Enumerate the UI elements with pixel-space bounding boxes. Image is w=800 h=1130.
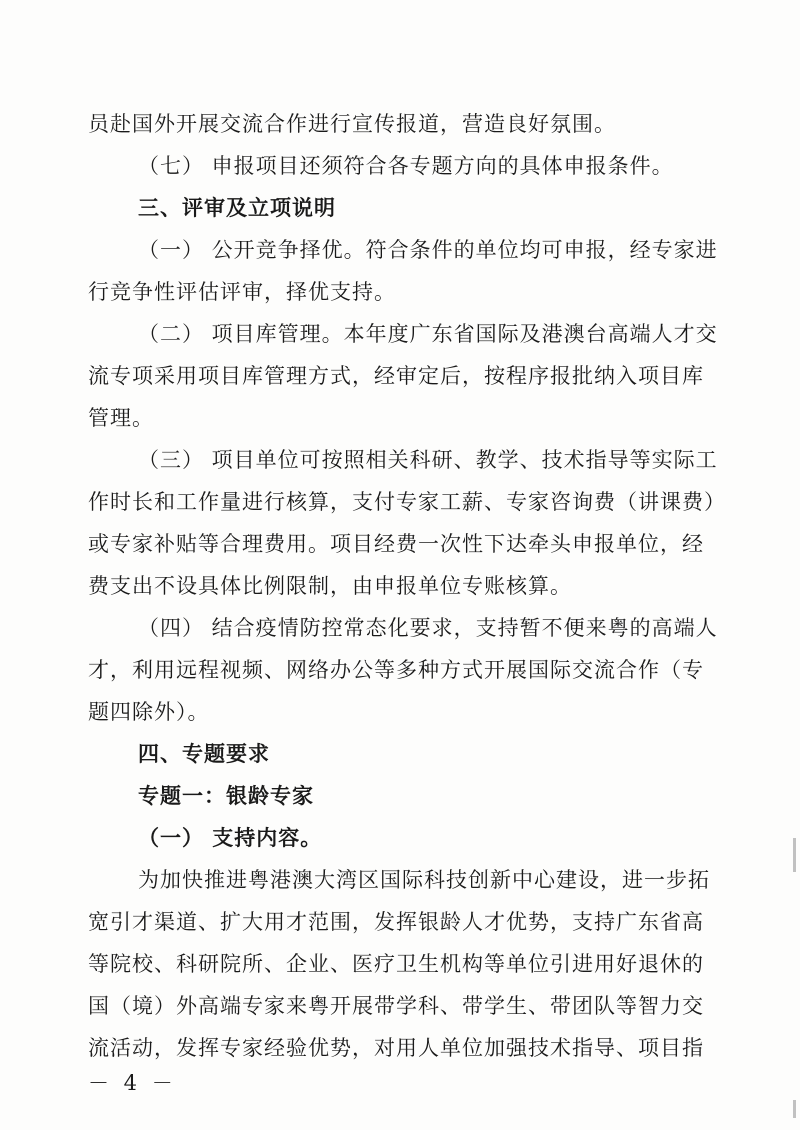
paragraph-line: 才，利用远程视频、网络办公等多种方式开展国际交流合作（专 bbox=[88, 658, 704, 682]
paragraph-line: 行竞争性评估评审，择优支持。 bbox=[88, 280, 396, 304]
paragraph-line: 流专项采用项目库管理方式，经审定后，按程序报批纳入项目库 bbox=[88, 364, 704, 388]
paragraph-line: （二） 项目库管理。本年度广东省国际及港澳台高端人才交 bbox=[138, 322, 718, 346]
paragraph-line: 或专家补贴等合理费用。项目经费一次性下达牵头申报单位，经 bbox=[88, 532, 704, 556]
scan-edge-mark bbox=[793, 838, 796, 872]
paragraph-line: 为加快推进粤港澳大湾区国际科技创新中心建设，进一步拓 bbox=[138, 868, 710, 892]
paragraph-line: （四） 结合疫情防控常态化要求，支持暂不便来粤的高端人 bbox=[138, 616, 718, 640]
paragraph-line: （七） 申报项目还须符合各专题方向的具体申报条件。 bbox=[138, 154, 674, 178]
paragraph-line: 作时长和工作量进行核算，支付专家工薪、专家咨询费（讲课费） bbox=[88, 490, 726, 514]
section-heading: 三、评审及立项说明 bbox=[138, 195, 336, 220]
paragraph-line: 流活动，发挥专家经验优势，对用人单位加强技术指导、项目指 bbox=[88, 1036, 704, 1060]
subsection-heading: （一） 支持内容。 bbox=[138, 825, 323, 850]
paragraph-line: 员赴国外开展交流合作进行宣传报道，营造良好氛围。 bbox=[88, 112, 616, 136]
paragraph-line: 费支出不设具体比例限制，由申报单位专账核算。 bbox=[88, 574, 572, 598]
paragraph-line: 管理。 bbox=[88, 406, 154, 430]
paragraph-line: 等院校、科研院所、企业、医疗卫生机构等单位引进用好退休的 bbox=[88, 952, 704, 976]
paragraph-line: （三） 项目单位可按照相关科研、教学、技术指导等实际工 bbox=[138, 448, 718, 472]
page-number: － 4 － bbox=[88, 1071, 177, 1095]
subsection-heading: 专题一：银龄专家 bbox=[138, 783, 314, 808]
paragraph-line: 宽引才渠道、扩大用才范围，发挥银龄人才优势，支持广东省高 bbox=[88, 910, 704, 934]
section-heading: 四、专题要求 bbox=[138, 741, 270, 766]
paragraph-line: （一） 公开竞争择优。符合条件的单位均可申报，经专家进 bbox=[138, 238, 718, 262]
paragraph-line: 题四除外）。 bbox=[88, 700, 210, 724]
paragraph-line: 国（境）外高端专家来粤开展带学科、带学生、带团队等智力交 bbox=[88, 994, 704, 1018]
scan-edge-mark bbox=[793, 1100, 796, 1118]
